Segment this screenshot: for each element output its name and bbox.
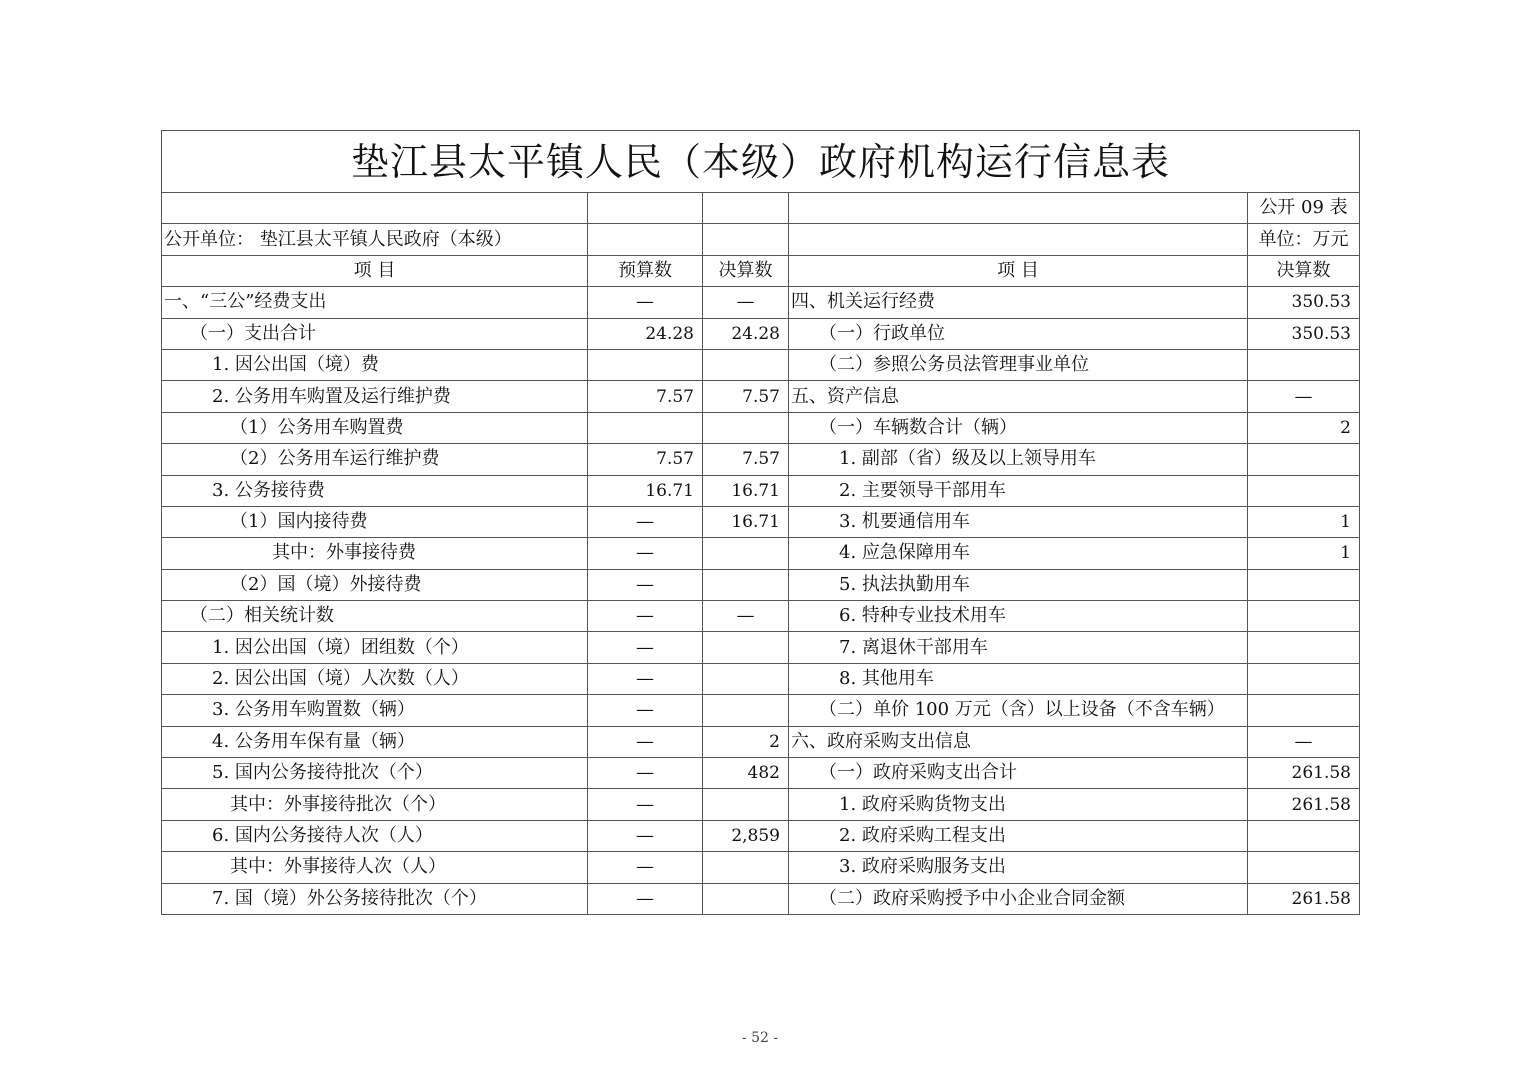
table-row bbox=[162, 538, 1360, 569]
table-row bbox=[162, 695, 1360, 726]
right-final-value: 261.58 bbox=[1248, 789, 1360, 820]
info-table bbox=[161, 130, 1360, 915]
left-item-label: （二）相关统计数 bbox=[162, 601, 588, 632]
left-item-label: 7. 国（境）外公务接待批次（个） bbox=[162, 883, 588, 914]
right-final-value: 350.53 bbox=[1248, 287, 1360, 318]
final-value: 7.57 bbox=[703, 381, 789, 412]
budget-value: — bbox=[588, 883, 703, 914]
right-final-value bbox=[1248, 820, 1360, 851]
right-item-label: （一）车辆数合计（辆） bbox=[789, 412, 1248, 443]
right-final-value: — bbox=[1248, 381, 1360, 412]
blank-cell bbox=[588, 224, 703, 255]
header-final: 决算数 bbox=[703, 255, 789, 286]
blank-cell bbox=[789, 193, 1248, 224]
left-item-label: 其中：外事接待批次（个） bbox=[162, 789, 588, 820]
final-value: 2 bbox=[703, 726, 789, 757]
final-value: — bbox=[703, 601, 789, 632]
left-item-label: 6. 国内公务接待人次（人） bbox=[162, 820, 588, 851]
final-value: — bbox=[703, 287, 789, 318]
final-value bbox=[703, 663, 789, 694]
final-value bbox=[703, 695, 789, 726]
final-value: 482 bbox=[703, 758, 789, 789]
right-item-label: （一）行政单位 bbox=[789, 318, 1248, 349]
budget-value: — bbox=[588, 852, 703, 883]
right-final-value bbox=[1248, 695, 1360, 726]
final-value bbox=[703, 412, 789, 443]
right-item-label: 1. 副部（省）级及以上领导用车 bbox=[789, 444, 1248, 475]
final-value bbox=[703, 349, 789, 380]
right-item-label: （二）政府采购授予中小企业合同金额 bbox=[789, 883, 1248, 914]
header-budget: 预算数 bbox=[588, 255, 703, 286]
budget-value: — bbox=[588, 538, 703, 569]
blank-cell bbox=[703, 224, 789, 255]
table-row bbox=[162, 883, 1360, 914]
final-value: 24.28 bbox=[703, 318, 789, 349]
budget-value: 7.57 bbox=[588, 444, 703, 475]
right-final-value: 1 bbox=[1248, 506, 1360, 537]
right-item-label: （一）政府采购支出合计 bbox=[789, 758, 1248, 789]
table-row bbox=[162, 506, 1360, 537]
table-row bbox=[162, 789, 1360, 820]
right-final-value: 2 bbox=[1248, 412, 1360, 443]
left-item-label: 5. 国内公务接待批次（个） bbox=[162, 758, 588, 789]
blank-cell bbox=[588, 193, 703, 224]
right-final-value: 1 bbox=[1248, 538, 1360, 569]
page-number: - 52 - bbox=[741, 1030, 779, 1046]
header-item: 项 目 bbox=[162, 255, 588, 286]
budget-value: 16.71 bbox=[588, 475, 703, 506]
budget-value: 7.57 bbox=[588, 381, 703, 412]
final-value bbox=[703, 789, 789, 820]
right-item-label: 5. 执法执勤用车 bbox=[789, 569, 1248, 600]
table-row bbox=[162, 381, 1360, 412]
right-final-value bbox=[1248, 475, 1360, 506]
right-item-label: 2. 政府采购工程支出 bbox=[789, 820, 1248, 851]
table-row bbox=[162, 663, 1360, 694]
budget-value: — bbox=[588, 287, 703, 318]
left-item-label: （2）国（境）外接待费 bbox=[162, 569, 588, 600]
right-item-label: 8. 其他用车 bbox=[789, 663, 1248, 694]
budget-value: — bbox=[588, 632, 703, 663]
budget-value bbox=[588, 412, 703, 443]
left-item-label: 1. 因公出国（境）费 bbox=[162, 349, 588, 380]
budget-value: — bbox=[588, 569, 703, 600]
table-row bbox=[162, 852, 1360, 883]
left-item-label: 3. 公务用车购置数（辆） bbox=[162, 695, 588, 726]
right-item-label: 4. 应急保障用车 bbox=[789, 538, 1248, 569]
right-item-label: 7. 离退休干部用车 bbox=[789, 632, 1248, 663]
budget-value bbox=[588, 349, 703, 380]
right-item-label: （二）参照公务员法管理事业单位 bbox=[789, 349, 1248, 380]
final-value: 16.71 bbox=[703, 506, 789, 537]
budget-value: — bbox=[588, 663, 703, 694]
table-row bbox=[162, 349, 1360, 380]
right-final-value: 350.53 bbox=[1248, 318, 1360, 349]
left-item-label: 一、“三公”经费支出 bbox=[162, 287, 588, 318]
left-item-label: 4. 公务用车保有量（辆） bbox=[162, 726, 588, 757]
right-item-label: 四、机关运行经费 bbox=[789, 287, 1248, 318]
right-final-value bbox=[1248, 852, 1360, 883]
left-item-label: （2）公务用车运行维护费 bbox=[162, 444, 588, 475]
budget-value: — bbox=[588, 726, 703, 757]
budget-value: — bbox=[588, 758, 703, 789]
header-item-right: 项 目 bbox=[789, 255, 1248, 286]
final-value bbox=[703, 852, 789, 883]
left-item-label: 3. 公务接待费 bbox=[162, 475, 588, 506]
table-row bbox=[162, 475, 1360, 506]
right-item-label: （二）单价 100 万元（含）以上设备（不含车辆） bbox=[789, 695, 1248, 726]
right-final-value bbox=[1248, 663, 1360, 694]
right-item-label: 1. 政府采购货物支出 bbox=[789, 789, 1248, 820]
budget-value: — bbox=[588, 601, 703, 632]
right-item-label: 3. 机要通信用车 bbox=[789, 506, 1248, 537]
budget-value: — bbox=[588, 695, 703, 726]
publisher-unit: 公开单位： 垫江县太平镇人民政府（本级） bbox=[162, 224, 588, 255]
left-item-label: （一）支出合计 bbox=[162, 318, 588, 349]
left-item-label: 其中：外事接待人次（人） bbox=[162, 852, 588, 883]
final-value: 16.71 bbox=[703, 475, 789, 506]
left-item-label: 1. 因公出国（境）团组数（个） bbox=[162, 632, 588, 663]
table-row bbox=[162, 412, 1360, 443]
left-item-label: 2. 公务用车购置及运行维护费 bbox=[162, 381, 588, 412]
left-item-label: （1）公务用车购置费 bbox=[162, 412, 588, 443]
budget-value: 24.28 bbox=[588, 318, 703, 349]
table-number: 公开 09 表 bbox=[1248, 193, 1360, 224]
right-final-value: 261.58 bbox=[1248, 883, 1360, 914]
table-row bbox=[162, 569, 1360, 600]
budget-value: — bbox=[588, 820, 703, 851]
right-item-label: 五、资产信息 bbox=[789, 381, 1248, 412]
right-final-value bbox=[1248, 632, 1360, 663]
table-row bbox=[162, 601, 1360, 632]
right-item-label: 六、政府采购支出信息 bbox=[789, 726, 1248, 757]
right-final-value: 261.58 bbox=[1248, 758, 1360, 789]
final-value bbox=[703, 569, 789, 600]
final-value bbox=[703, 883, 789, 914]
final-value bbox=[703, 538, 789, 569]
right-final-value bbox=[1248, 601, 1360, 632]
final-value: 7.57 bbox=[703, 444, 789, 475]
budget-value: — bbox=[588, 506, 703, 537]
budget-value: — bbox=[588, 789, 703, 820]
table-row bbox=[162, 287, 1360, 318]
right-final-value: — bbox=[1248, 726, 1360, 757]
left-item-label: （1）国内接待费 bbox=[162, 506, 588, 537]
right-final-value bbox=[1248, 569, 1360, 600]
table-row bbox=[162, 758, 1360, 789]
table-row bbox=[162, 726, 1360, 757]
blank-cell bbox=[789, 224, 1248, 255]
right-final-value bbox=[1248, 349, 1360, 380]
right-item-label: 3. 政府采购服务支出 bbox=[789, 852, 1248, 883]
table-row bbox=[162, 318, 1360, 349]
money-unit: 单位：万元 bbox=[1248, 224, 1360, 255]
header-final-right: 决算数 bbox=[1248, 255, 1360, 286]
blank-cell bbox=[703, 193, 789, 224]
final-value bbox=[703, 632, 789, 663]
right-final-value bbox=[1248, 444, 1360, 475]
final-value: 2,859 bbox=[703, 820, 789, 851]
table-row bbox=[162, 820, 1360, 851]
left-item-label: 2. 因公出国（境）人次数（人） bbox=[162, 663, 588, 694]
left-item-label: 其中：外事接待费 bbox=[162, 538, 588, 569]
table-row bbox=[162, 632, 1360, 663]
blank-cell bbox=[162, 193, 588, 224]
table-title: 垫江县太平镇人民（本级）政府机构运行信息表 bbox=[162, 131, 1360, 193]
right-item-label: 2. 主要领导干部用车 bbox=[789, 475, 1248, 506]
table-row bbox=[162, 444, 1360, 475]
right-item-label: 6. 特种专业技术用车 bbox=[789, 601, 1248, 632]
